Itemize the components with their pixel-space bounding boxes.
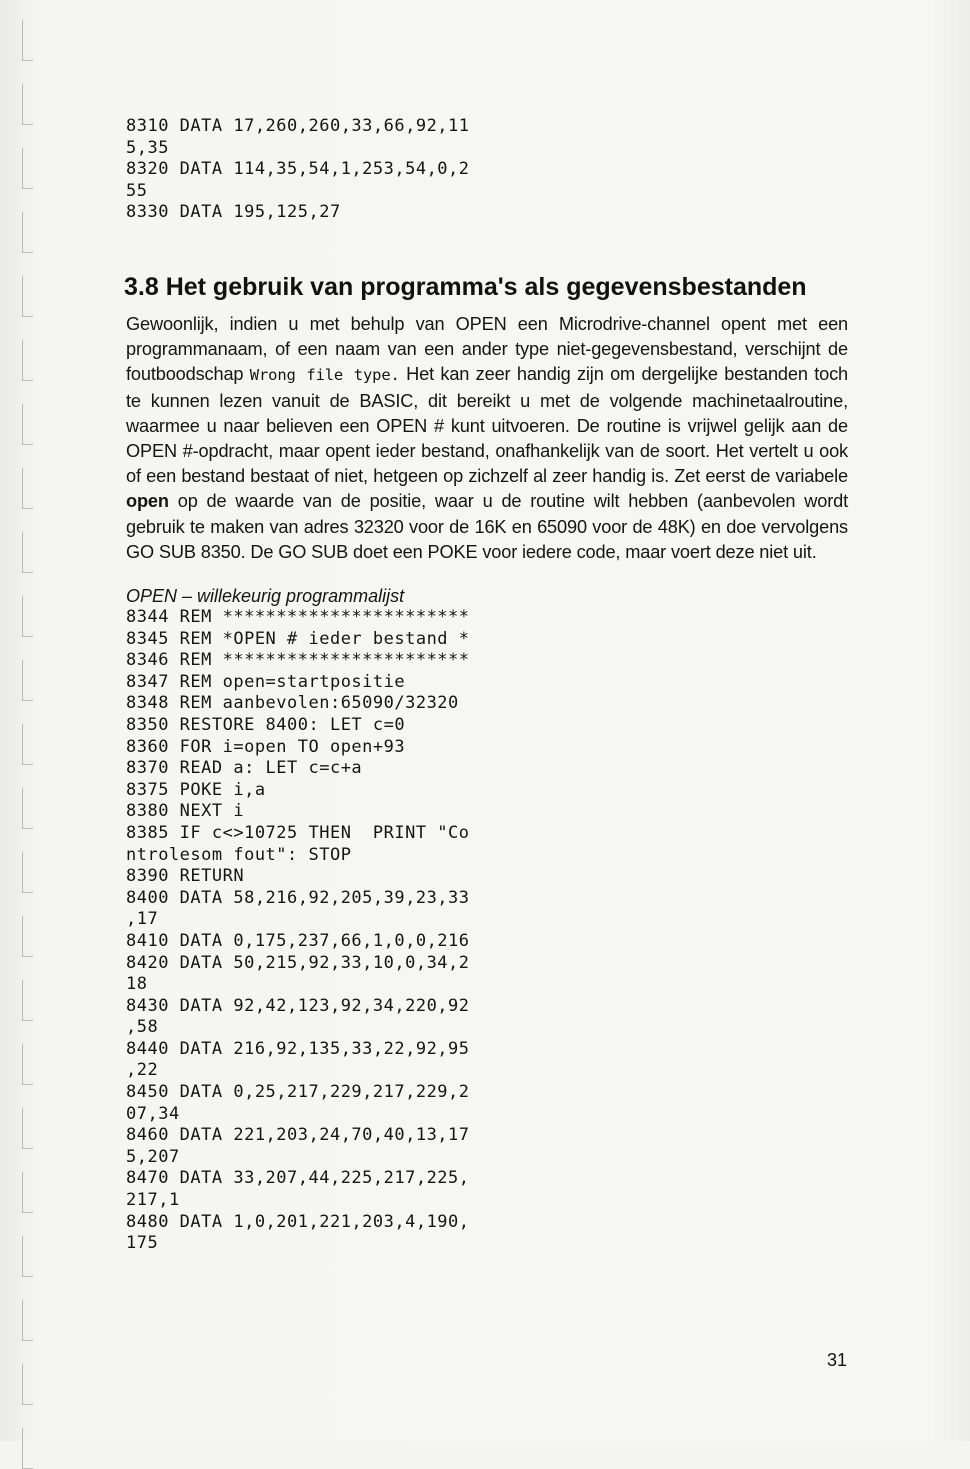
code-line: 8480 DATA 1,0,201,221,203,4,190, — [126, 1211, 470, 1232]
binding-ring — [22, 84, 33, 125]
ring-binding — [0, 0, 40, 1441]
binding-ring — [22, 852, 33, 893]
code-line: 8470 DATA 33,207,44,225,217,225, — [126, 1168, 470, 1189]
binding-ring — [22, 468, 33, 509]
code-line: 8380 NEXT i — [126, 801, 245, 822]
binding-ring — [22, 1364, 33, 1405]
code-line: 8450 DATA 0,25,217,229,217,229,2 — [126, 1082, 470, 1103]
paragraph-part-3: op de waarde van de positie, waar u de routine wilt hebben (aanbevolen wordt gebruik te maken van adres 32320 voor de 16K en 65090 voor de 48K) en doe vervolgens GO SUB 8350. De GO SUB doet een POKE voor iedere code, maar voert deze niet uit. — [126, 491, 848, 562]
binding-ring — [22, 404, 33, 445]
listing-caption: OPEN – willekeurig programmalijst — [126, 586, 405, 606]
code-line: 8400 DATA 58,216,92,205,39,23,33 — [126, 887, 470, 908]
binding-ring — [22, 660, 33, 701]
error-message: Wrong file type. — [249, 366, 400, 385]
code-line: 18 — [126, 974, 148, 995]
code-line: 8390 RETURN — [126, 866, 245, 887]
code-line: 8330 DATA 195,125,27 — [126, 202, 341, 223]
binding-ring — [22, 1428, 33, 1469]
binding-ring — [22, 788, 33, 829]
code-line: 8320 DATA 114,35,54,1,253,54,0,2 — [126, 159, 470, 180]
code-line: 8410 DATA 0,175,237,66,1,0,0,216 — [126, 930, 470, 951]
code-line: ,58 — [126, 1017, 159, 1038]
binding-ring — [22, 20, 33, 61]
code-line: 175 — [126, 1233, 159, 1254]
page-number: 31 — [826, 1350, 847, 1370]
binding-ring — [22, 916, 33, 957]
code-line: 217,1 — [126, 1190, 180, 1211]
paragraph-part-2: Het kan zeer handig zijn om dergelijke bestanden toch te kunnen lezen vanuit de BASIC, dit bereikt u met de volgende machinetaalroutine, waarmee u naar believen een OPEN # kunt uitvoeren. De routine is vrijwel gelijk aan de OPEN #-opdracht, maar opent ieder bestand, onafhankelijk van de soort. Het vertelt u ook of een bestand bestaat of niet, hetgeen op zichzelf al zeer handig is. Zet eerst de variabele — [126, 364, 848, 487]
code-line: ntrolesom fout": STOP — [126, 844, 352, 865]
code-line: ,17 — [126, 909, 159, 930]
code-line: 8385 IF c<>10725 THEN PRINT "Co — [126, 822, 470, 843]
code-line: 8430 DATA 92,42,123,92,34,220,92 — [126, 995, 470, 1016]
code-listing-top — [126, 116, 848, 224]
code-line: 07,34 — [126, 1103, 180, 1124]
binding-ring — [22, 980, 33, 1021]
binding-ring — [22, 340, 33, 381]
code-line: 8310 DATA 17,260,260,33,66,92,11 — [126, 116, 470, 136]
code-line: 8350 RESTORE 8400: LET c=0 — [126, 714, 406, 735]
page-content — [126, 116, 848, 1255]
code-line: 8360 FOR i=open TO open+93 — [126, 736, 406, 757]
binding-ring — [22, 212, 33, 253]
binding-ring — [22, 724, 33, 765]
code-line: 5,207 — [126, 1146, 180, 1167]
binding-ring — [22, 1044, 33, 1085]
binding-ring — [22, 1172, 33, 1213]
variable-name: open — [126, 491, 169, 512]
body-paragraph — [126, 312, 848, 565]
code-line: 8345 REM *OPEN # ieder bestand * — [126, 628, 470, 649]
binding-ring — [22, 1300, 33, 1341]
code-line: 8347 REM open=startpositie — [126, 671, 406, 692]
paragraph-part-1: Gewoonlijk, indien u met behulp van OPEN een Microdrive-channel opent met een programmanaam, of een naam van een ander type niet-gegevensbestand, verschijnt de foutboodschap — [126, 313, 848, 385]
code-line: 8370 READ a: LET c=c+a — [126, 758, 363, 779]
code-line: 5,35 — [126, 137, 169, 158]
binding-ring — [22, 532, 33, 573]
binding-ring — [22, 276, 33, 317]
code-listing-open — [126, 607, 848, 1255]
code-line: 8344 REM *********************** — [126, 607, 470, 627]
code-line: 8420 DATA 50,215,92,33,10,0,34,2 — [126, 952, 470, 973]
binding-ring — [22, 148, 33, 189]
code-line: 8460 DATA 221,203,24,70,40,13,17 — [126, 1125, 470, 1146]
binding-ring — [22, 1108, 33, 1149]
code-line: ,22 — [126, 1060, 159, 1081]
binding-ring — [22, 1236, 33, 1277]
code-line: 8348 REM aanbevolen:65090/32320 — [126, 693, 459, 714]
code-line: 8346 REM *********************** — [126, 650, 470, 671]
section-heading: 3.8 Het gebruik van programma's als gegevensbestanden — [124, 272, 807, 301]
code-line: 55 — [126, 180, 148, 201]
binding-ring — [22, 596, 33, 637]
code-line: 8375 POKE i,a — [126, 779, 266, 800]
code-line: 8440 DATA 216,92,135,33,22,92,95 — [126, 1038, 470, 1059]
